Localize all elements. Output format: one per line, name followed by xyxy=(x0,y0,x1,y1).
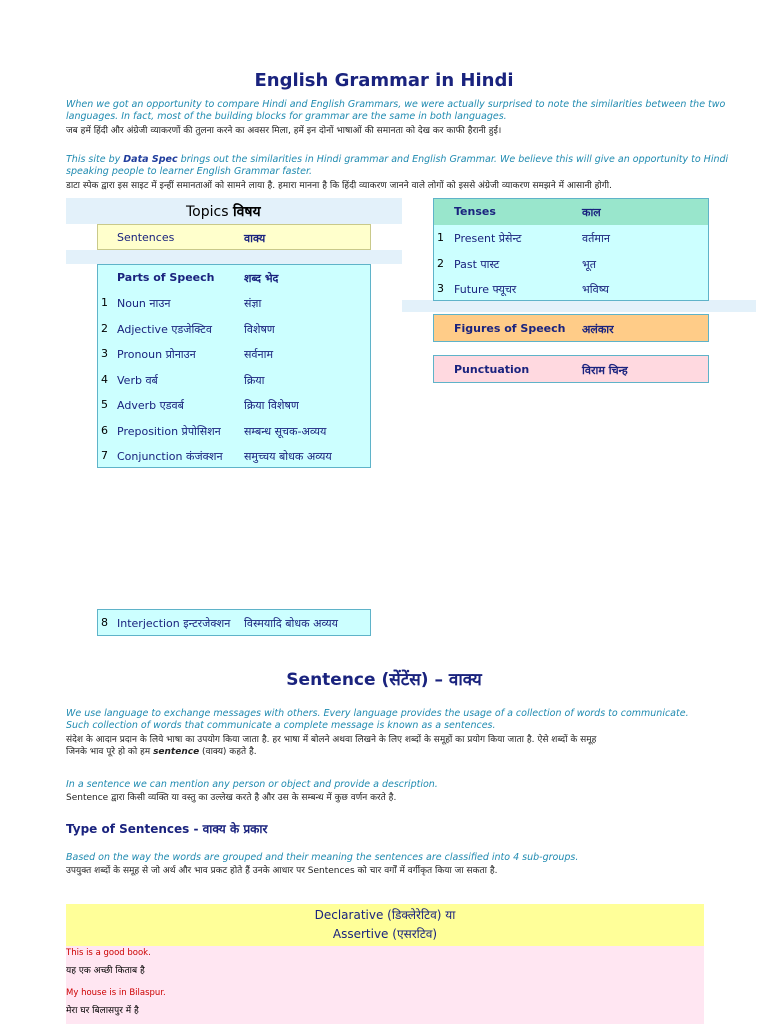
sentence-p3-hi: उपयुक्त शब्दों के समूह से जो अर्थ और भाव प्रकट होते हैं उनके आधार पर Sentences को चार वर्गों में वर्गीकृत किया जा सकता है. xyxy=(66,866,498,876)
sentence-p1-hi2-pre: जिनके भाव पूरे हो को हम xyxy=(66,747,154,757)
item-english[interactable]: Noun नाउन xyxy=(117,297,171,310)
item-number: 5 xyxy=(101,398,108,411)
example-1-hi: यह एक अच्छी किताब है xyxy=(66,966,145,976)
list-item[interactable] xyxy=(98,392,370,417)
sentence-word: sentence xyxy=(153,747,200,757)
declarative-line1: Declarative (डिक्लेरेटिव) या xyxy=(314,908,456,922)
site-text xyxy=(66,154,756,178)
sentences-label-hi[interactable]: वाक्य xyxy=(244,232,266,245)
type-heading-en: Type of Sentences - xyxy=(66,822,203,836)
pos-header-hi[interactable]: शब्द भेद xyxy=(244,272,279,285)
item-english[interactable]: Adjective एडजेक्टिव xyxy=(117,322,212,336)
sentence-p1-en2: Such collection of words that communicate a complete message is known as a sentences. xyxy=(66,720,496,731)
item-hindi[interactable]: संज्ञा xyxy=(244,297,262,310)
sentence-p1-hi1: संदेश के आदान प्रदान के लिये भाषा का उपयोग किया जाता है. हर भाषा में बोलने अथवा लिखने के लिए शब्दों के समूहों का प्रयोग किया जाता है. ऐसे शब्दों के समूह xyxy=(66,735,597,745)
sentences-label[interactable]: Sentences xyxy=(117,231,175,244)
item-english[interactable]: Verb वर्ब xyxy=(117,373,158,387)
intro-text xyxy=(66,99,756,123)
intro-en-line1: When we got an opportunity to compare Hindi and English Grammars, we were actually surprised to note the similarities between the two xyxy=(66,99,726,110)
page-title: English Grammar in Hindi xyxy=(254,70,514,91)
punctuation-label-hi[interactable]: विराम चिन्ह xyxy=(582,364,628,377)
list-item[interactable] xyxy=(434,251,708,276)
list-item[interactable] xyxy=(98,341,370,366)
item-hindi[interactable]: वर्तमान xyxy=(582,232,610,245)
tenses-header[interactable]: Tenses xyxy=(454,205,496,218)
list-item[interactable] xyxy=(434,225,708,250)
list-item[interactable] xyxy=(98,290,370,315)
item-number: 2 xyxy=(101,321,108,335)
item-hindi[interactable]: विशेषण xyxy=(244,322,275,336)
declarative-examples xyxy=(66,946,704,1024)
sentence-p1-hi xyxy=(66,734,756,758)
sentence-p1-en1: We use language to exchange messages with others. Every language provides the usage of a collection of words to communicate. xyxy=(66,708,689,719)
sentence-p1-en xyxy=(66,708,756,732)
item-english[interactable]: Past पास्ट xyxy=(454,257,500,271)
item-hindi[interactable]: भूत xyxy=(582,257,597,271)
interjection-num: 8 xyxy=(101,616,108,629)
right-band xyxy=(402,300,756,312)
type-of-sentences-heading xyxy=(66,820,267,837)
item-number: 4 xyxy=(101,372,108,386)
example-2-hi: मेरा घर बिलासपुर में है xyxy=(66,1006,139,1016)
list-item[interactable] xyxy=(98,367,370,392)
example-2-en: My house is in Bilaspur. xyxy=(66,988,166,998)
item-hindi[interactable]: भविष्य xyxy=(582,283,609,296)
item-number: 1 xyxy=(101,296,108,309)
item-number: 6 xyxy=(101,423,108,437)
item-hindi[interactable]: क्रिया विशेषण xyxy=(244,399,299,412)
declarative-header xyxy=(66,904,704,946)
interjection-en[interactable]: Interjection इन्टरजेक्शन xyxy=(117,617,231,630)
data-spec-link[interactable]: Data Spec xyxy=(123,154,178,165)
item-hindi[interactable]: सर्वनाम xyxy=(244,348,274,361)
topics-bar xyxy=(66,198,402,224)
item-number: 2 xyxy=(437,256,444,270)
site-post: brings out the similarities in Hindi grammar and English Grammar. We believe this will give an opportunity to Hindi xyxy=(177,154,729,165)
interjection-box[interactable] xyxy=(97,609,371,636)
site-pre: This site by xyxy=(66,154,124,165)
punctuation-box[interactable] xyxy=(433,355,709,383)
item-number: 7 xyxy=(101,449,108,462)
interjection-hi[interactable]: विस्मयादि बोधक अव्यय xyxy=(244,617,339,630)
punctuation-label[interactable]: Punctuation xyxy=(454,363,530,376)
item-english[interactable]: Future फ्यूचर xyxy=(454,283,517,296)
item-number: 3 xyxy=(101,347,108,360)
list-item[interactable] xyxy=(98,418,370,443)
item-english[interactable]: Conjunction कंजंक्शन xyxy=(117,450,223,463)
sentence-p2-en: In a sentence we can mention any person or object and provide a description. xyxy=(66,779,438,790)
item-hindi[interactable]: क्रिया xyxy=(244,373,265,387)
topics-label-hi: विषय xyxy=(232,204,261,220)
parts-of-speech-box xyxy=(97,264,371,468)
sentence-p2-hi: Sentence द्वारा किसी व्यक्ति या वस्तु का उल्लेख करते है और उस के सम्बन्ध में कुछ वर्णन करते है. xyxy=(66,793,397,803)
item-english[interactable]: Adverb एडवर्ब xyxy=(117,399,184,412)
site-line2: speaking people to learner English Grammar faster. xyxy=(66,166,313,177)
item-number: 3 xyxy=(437,282,444,295)
topics-spacer xyxy=(66,250,402,264)
topics-label: Topics xyxy=(186,204,229,220)
pos-header[interactable]: Parts of Speech xyxy=(117,271,215,284)
list-item[interactable] xyxy=(98,316,370,341)
tenses-box xyxy=(433,198,709,301)
type-heading-hi: वाक्य के प्रकार xyxy=(202,822,268,836)
intro-hi-line1: जब हमें हिंदी और अंग्रेजी व्याकरणों की तुलना करने का अवसर मिला, हमें इन दोनों भाषाओं की समानता को देख कर काफी हैरानी हुई। xyxy=(66,126,502,136)
list-item[interactable] xyxy=(98,443,370,468)
item-number: 1 xyxy=(437,231,444,244)
figures-label[interactable]: Figures of Speech xyxy=(454,322,566,335)
example-1-en: This is a good book. xyxy=(66,948,151,958)
sentence-p3-en: Based on the way the words are grouped and their meaning the sentences are classified into 4 sub-groups. xyxy=(66,852,579,863)
sentence-p1-hi2-post: (वाक्य) कहते है. xyxy=(199,747,257,757)
intro-en-line2: languages. In fact, most of the building blocks for grammar are the same in both languages. xyxy=(66,111,507,122)
item-hindi[interactable]: सम्बन्ध सूचक-अव्यय xyxy=(244,424,327,438)
item-english[interactable]: Preposition प्रेपोसिशन xyxy=(117,424,221,438)
item-english[interactable]: Present प्रेसेन्ट xyxy=(454,232,522,245)
list-item[interactable] xyxy=(434,276,708,301)
item-english[interactable]: Pronoun प्रोनाउन xyxy=(117,348,196,361)
figures-of-speech-box[interactable] xyxy=(433,314,709,342)
declarative-line2: Assertive (एसरटिव) xyxy=(332,927,438,941)
item-hindi[interactable]: समुच्चय बोधक अव्यय xyxy=(244,450,332,463)
tenses-header-hi[interactable]: काल xyxy=(582,206,601,219)
site-hi: डाटा स्पेक द्वारा इस साइट में इन्हीं समानताओं को सामने लाया है. हमारा मानना है कि हिंदी व्याकरण जानने वाले लोगों को इससे अंग्रेजी व्याकरण समझने में आसानी होगी. xyxy=(66,181,612,191)
figures-label-hi[interactable]: अलंकार xyxy=(582,323,614,336)
sentences-link-box[interactable] xyxy=(97,224,371,250)
sentence-section-title: Sentence (सेंटेंस) – वाक्य xyxy=(286,670,482,690)
